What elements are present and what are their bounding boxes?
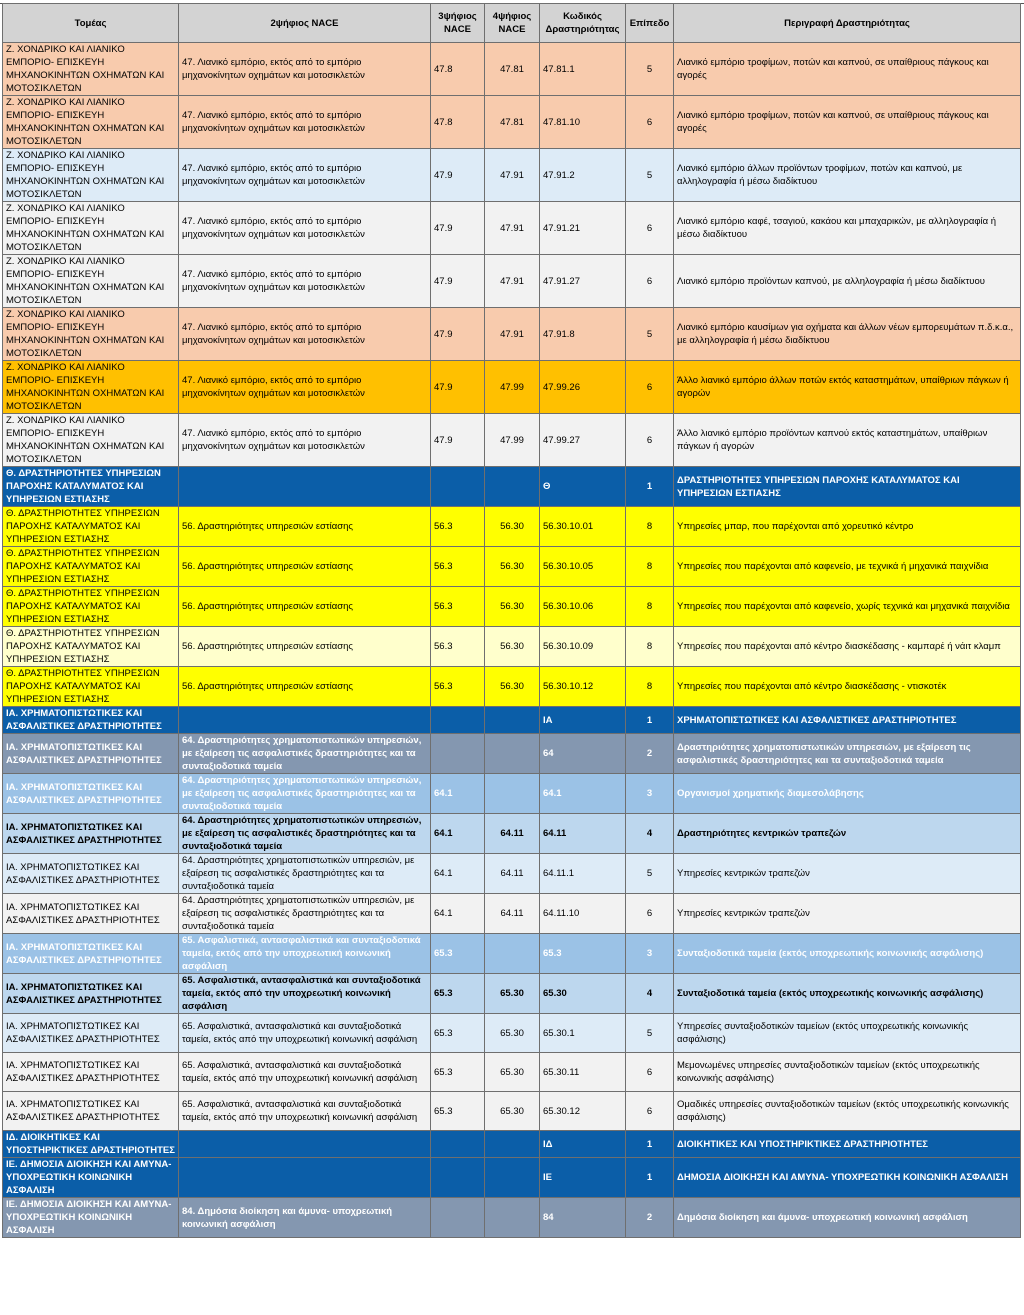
cell-activity-code[interactable]: 56.30.10.12 [540,667,626,707]
cell-nace-4digit[interactable] [485,1131,540,1158]
cell-sector[interactable]: Θ. ΔΡΑΣΤΗΡΙΟΤΗΤΕΣ ΥΠΗΡΕΣΙΩΝ ΠΑΡΟΧΗΣ ΚΑΤΑΛΥΜΑΤΟΣ ΚΑΙ ΥΠΗΡΕΣΙΩΝ ΕΣΤΙΑΣΗΣ [3,627,179,667]
cell-sector[interactable]: ΙΑ. ΧΡΗΜΑΤΟΠΙΣΤΩΤΙΚΕΣ ΚΑΙ ΑΣΦΑΛΙΣΤΙΚΕΣ ΔΡΑΣΤΗΡΙΟΤΗΤΕΣ [3,1014,179,1053]
cell-nace-3digit[interactable]: 65.3 [431,974,485,1014]
cell-sector[interactable]: ΙΑ. ΧΡΗΜΑΤΟΠΙΣΤΩΤΙΚΕΣ ΚΑΙ ΑΣΦΑΛΙΣΤΙΚΕΣ ΔΡΑΣΤΗΡΙΟΤΗΤΕΣ [3,1092,179,1131]
cell-level[interactable]: 4 [626,974,674,1014]
table-row [3,308,1021,361]
cell-nace-2digit[interactable]: 56. Δραστηριότητες υπηρεσιών εστίασης [179,627,431,667]
cell-nace-4digit[interactable]: 64.11 [485,814,540,854]
cell-level[interactable]: 5 [626,308,674,361]
cell-nace-4digit[interactable] [485,1198,540,1238]
cell-description[interactable]: Συνταξιοδοτικά ταμεία (εκτός υποχρεωτικής κοινωνικής ασφάλισης) [674,974,1021,1014]
cell-sector[interactable]: ΙΑ. ΧΡΗΜΑΤΟΠΙΣΤΩΤΙΚΕΣ ΚΑΙ ΑΣΦΑΛΙΣΤΙΚΕΣ ΔΡΑΣΤΗΡΙΟΤΗΤΕΣ [3,814,179,854]
cell-level[interactable]: 6 [626,894,674,934]
cell-description[interactable]: Λιανικό εμπόριο άλλων προϊόντων τροφίμων, ποτών και καπνού, με αλληλογραφία ή μέσω διαδίκτυου [674,149,1021,202]
cell-description[interactable]: Λιανικό εμπόριο καφέ, τσαγιού, κακάου και μπαχαρικών, με αλληλογραφία ή μέσω διαδίκτυου [674,202,1021,255]
cell-level[interactable]: 6 [626,1092,674,1131]
cell-activity-code[interactable]: 56.30.10.01 [540,507,626,547]
cell-description[interactable]: Οργανισμοί χρηματικής διαμεσολάβησης [674,774,1021,814]
cell-sector[interactable]: ΙΑ. ΧΡΗΜΑΤΟΠΙΣΤΩΤΙΚΕΣ ΚΑΙ ΑΣΦΑΛΙΣΤΙΚΕΣ ΔΡΑΣΤΗΡΙΟΤΗΤΕΣ [3,1053,179,1092]
table-row [3,507,1021,547]
cell-activity-code[interactable]: 47.91.21 [540,202,626,255]
table-row [3,814,1021,854]
cell-nace-2digit[interactable]: 64. Δραστηριότητες χρηματοπιστωτικών υπηρεσιών, με εξαίρεση τις ασφαλιστικές δραστηριότητες και τα συνταξιοδοτικά ταμεία [179,734,431,774]
header-activity-code[interactable]: Κωδικός Δραστηριότητας [540,4,626,43]
table-row [3,667,1021,707]
cell-description[interactable]: Συνταξιοδοτικά ταμεία (εκτός υποχρεωτικής κοινωνικής ασφάλισης) [674,934,1021,974]
cell-sector[interactable]: ΙΕ. ΔΗΜΟΣΙΑ ΔΙΟΙΚΗΣΗ ΚΑΙ ΑΜΥΝΑ- ΥΠΟΧΡΕΩΤΙΚΗ ΚΟΙΝΩΝΙΚΗ ΑΣΦΑΛΙΣΗ [3,1158,179,1198]
cell-nace-4digit[interactable] [485,467,540,507]
cell-activity-code[interactable]: 64.11.10 [540,894,626,934]
table-row [3,774,1021,814]
cell-sector[interactable]: Θ. ΔΡΑΣΤΗΡΙΟΤΗΤΕΣ ΥΠΗΡΕΣΙΩΝ ΠΑΡΟΧΗΣ ΚΑΤΑΛΥΜΑΤΟΣ ΚΑΙ ΥΠΗΡΕΣΙΩΝ ΕΣΤΙΑΣΗΣ [3,507,179,547]
cell-activity-code[interactable]: 47.99.27 [540,414,626,467]
cell-nace-2digit[interactable]: 56. Δραστηριότητες υπηρεσιών εστίασης [179,547,431,587]
cell-level[interactable]: 3 [626,934,674,974]
cell-level[interactable]: 8 [626,667,674,707]
cell-nace-4digit[interactable] [485,1158,540,1198]
cell-level[interactable]: 6 [626,255,674,308]
cell-nace-3digit[interactable]: 47.9 [431,202,485,255]
table-row [3,894,1021,934]
table-row [3,707,1021,734]
cell-nace-2digit[interactable] [179,707,431,734]
cell-sector[interactable]: Θ. ΔΡΑΣΤΗΡΙΟΤΗΤΕΣ ΥΠΗΡΕΣΙΩΝ ΠΑΡΟΧΗΣ ΚΑΤΑΛΥΜΑΤΟΣ ΚΑΙ ΥΠΗΡΕΣΙΩΝ ΕΣΤΙΑΣΗΣ [3,587,179,627]
nace-activity-table [2,3,1020,1238]
cell-sector[interactable]: Ζ. ΧΟΝΔΡΙΚΟ ΚΑΙ ΛΙΑΝΙΚΟ ΕΜΠΟΡΙΟ- ΕΠΙΣΚΕΥΗ ΜΗΧΑΝΟΚΙΝΗΤΩΝ ΟΧΗΜΑΤΩΝ ΚΑΙ ΜΟΤΟΣΙΚΛΕΤΩΝ [3,361,179,414]
cell-nace-3digit[interactable] [431,467,485,507]
table-row [3,854,1021,894]
cell-sector[interactable]: ΙΑ. ΧΡΗΜΑΤΟΠΙΣΤΩΤΙΚΕΣ ΚΑΙ ΑΣΦΑΛΙΣΤΙΚΕΣ ΔΡΑΣΤΗΡΙΟΤΗΤΕΣ [3,774,179,814]
cell-activity-code[interactable]: ΙΕ [540,1158,626,1198]
cell-nace-3digit[interactable]: 47.9 [431,308,485,361]
cell-activity-code[interactable]: 65.3 [540,934,626,974]
cell-description[interactable]: Ομαδικές υπηρεσίες συνταξιοδοτικών ταμείων (εκτός υποχρεωτικής κοινωνικής ασφάλισης) [674,1092,1021,1131]
cell-nace-4digit[interactable]: 56.30 [485,627,540,667]
cell-nace-3digit[interactable]: 56.3 [431,627,485,667]
table-header-row [3,4,1021,43]
cell-nace-3digit[interactable]: 65.3 [431,1053,485,1092]
cell-level[interactable]: 6 [626,202,674,255]
cell-sector[interactable]: Ζ. ΧΟΝΔΡΙΚΟ ΚΑΙ ΛΙΑΝΙΚΟ ΕΜΠΟΡΙΟ- ΕΠΙΣΚΕΥΗ ΜΗΧΑΝΟΚΙΝΗΤΩΝ ΟΧΗΜΑΤΩΝ ΚΑΙ ΜΟΤΟΣΙΚΛΕΤΩΝ [3,308,179,361]
cell-nace-2digit[interactable]: 65. Ασφαλιστικά, αντασφαλιστικά και συνταξιοδοτικά ταμεία, εκτός από την υποχρεωτική κοινωνική ασφάλιση [179,1092,431,1131]
cell-activity-code[interactable]: 65.30.12 [540,1092,626,1131]
cell-activity-code[interactable]: 64.11 [540,814,626,854]
cell-nace-2digit[interactable]: 65. Ασφαλιστικά, αντασφαλιστικά και συνταξιοδοτικά ταμεία, εκτός από την υποχρεωτική κοινωνική ασφάλιση [179,934,431,974]
cell-sector[interactable]: ΙΑ. ΧΡΗΜΑΤΟΠΙΣΤΩΤΙΚΕΣ ΚΑΙ ΑΣΦΑΛΙΣΤΙΚΕΣ ΔΡΑΣΤΗΡΙΟΤΗΤΕΣ [3,734,179,774]
cell-nace-3digit[interactable]: 64.1 [431,854,485,894]
cell-nace-3digit[interactable]: 64.1 [431,774,485,814]
cell-nace-3digit[interactable]: 65.3 [431,1014,485,1053]
cell-nace-4digit[interactable]: 64.11 [485,854,540,894]
cell-sector[interactable]: ΙΔ. ΔΙΟΙΚΗΤΙΚΕΣ ΚΑΙ ΥΠΟΣΤΗΡΙΚΤΙΚΕΣ ΔΡΑΣΤΗΡΙΟΤΗΤΕΣ [3,1131,179,1158]
cell-nace-3digit[interactable]: 56.3 [431,667,485,707]
header-description[interactable]: Περιγραφή Δραστηριότητας [674,4,1021,43]
cell-nace-2digit[interactable]: 47. Λιανικό εμπόριο, εκτός από το εμπόριο μηχανοκίνητων οχημάτων και μοτοσικλετών [179,308,431,361]
cell-nace-2digit[interactable] [179,1131,431,1158]
cell-activity-code[interactable]: ΙΔ [540,1131,626,1158]
cell-nace-2digit[interactable]: 64. Δραστηριότητες χρηματοπιστωτικών υπηρεσιών, με εξαίρεση τις ασφαλιστικές δραστηριότητες και τα συνταξιοδοτικά ταμεία [179,854,431,894]
cell-level[interactable]: 5 [626,149,674,202]
table-row [3,1198,1021,1238]
cell-description[interactable]: Λιανικό εμπόριο τροφίμων, ποτών και καπνού, σε υπαίθριους πάγκους και αγορές [674,43,1021,96]
cell-activity-code[interactable]: 65.30.11 [540,1053,626,1092]
cell-nace-3digit[interactable] [431,734,485,774]
cell-description[interactable]: Μεμονωμένες υπηρεσίες συνταξιοδοτικών ταμείων (εκτός υποχρεωτικής κοινωνικής ασφάλισης) [674,1053,1021,1092]
cell-nace-4digit[interactable]: 56.30 [485,587,540,627]
table-row [3,734,1021,774]
cell-nace-3digit[interactable]: 56.3 [431,547,485,587]
cell-sector[interactable]: Ζ. ΧΟΝΔΡΙΚΟ ΚΑΙ ΛΙΑΝΙΚΟ ΕΜΠΟΡΙΟ- ΕΠΙΣΚΕΥΗ ΜΗΧΑΝΟΚΙΝΗΤΩΝ ΟΧΗΜΑΤΩΝ ΚΑΙ ΜΟΤΟΣΙΚΛΕΤΩΝ [3,255,179,308]
cell-nace-4digit[interactable]: 56.30 [485,547,540,587]
cell-description[interactable]: Άλλο λιανικό εμπόριο άλλων ποτών εκτός καταστημάτων, υπαίθριων πάγκων ή αγορών [674,361,1021,414]
cell-nace-3digit[interactable]: 47.9 [431,149,485,202]
cell-description[interactable]: Λιανικό εμπόριο τροφίμων, ποτών και καπνού, σε υπαίθριους πάγκους και αγορές [674,96,1021,149]
cell-description[interactable]: Δημόσια διοίκηση και άμυνα- υποχρεωτική κοινωνική ασφάλιση [674,1198,1021,1238]
cell-sector[interactable]: ΙΑ. ΧΡΗΜΑΤΟΠΙΣΤΩΤΙΚΕΣ ΚΑΙ ΑΣΦΑΛΙΣΤΙΚΕΣ ΔΡΑΣΤΗΡΙΟΤΗΤΕΣ [3,974,179,1014]
cell-nace-3digit[interactable]: 65.3 [431,934,485,974]
table-row [3,467,1021,507]
cell-description[interactable]: Υπηρεσίες κεντρικών τραπεζών [674,854,1021,894]
cell-sector[interactable]: ΙΑ. ΧΡΗΜΑΤΟΠΙΣΤΩΤΙΚΕΣ ΚΑΙ ΑΣΦΑΛΙΣΤΙΚΕΣ ΔΡΑΣΤΗΡΙΟΤΗΤΕΣ [3,894,179,934]
table-row [3,974,1021,1014]
cell-level[interactable]: 1 [626,1158,674,1198]
cell-description[interactable]: Υπηρεσίες συνταξιοδοτικών ταμείων (εκτός υποχρεωτικής κοινωνικής ασφάλισης) [674,1014,1021,1053]
cell-activity-code[interactable]: 64.1 [540,774,626,814]
table-row [3,1014,1021,1053]
cell-nace-4digit[interactable]: 65.30 [485,1014,540,1053]
cell-activity-code[interactable]: 56.30.10.06 [540,587,626,627]
cell-activity-code[interactable]: 47.81.10 [540,96,626,149]
cell-nace-3digit[interactable]: 64.1 [431,814,485,854]
cell-nace-2digit[interactable] [179,1158,431,1198]
cell-sector[interactable]: Ζ. ΧΟΝΔΡΙΚΟ ΚΑΙ ΛΙΑΝΙΚΟ ΕΜΠΟΡΙΟ- ΕΠΙΣΚΕΥΗ ΜΗΧΑΝΟΚΙΝΗΤΩΝ ΟΧΗΜΑΤΩΝ ΚΑΙ ΜΟΤΟΣΙΚΛΕΤΩΝ [3,414,179,467]
cell-nace-3digit[interactable] [431,1198,485,1238]
cell-activity-code[interactable]: 84 [540,1198,626,1238]
cell-description[interactable]: Υπηρεσίες που παρέχονται από κέντρο διασκέδασης - καμπαρέ ή νάιτ κλαμπ [674,627,1021,667]
table-row [3,627,1021,667]
cell-nace-4digit[interactable]: 47.91 [485,149,540,202]
cell-activity-code[interactable]: 47.99.26 [540,361,626,414]
cell-nace-4digit[interactable]: 64.11 [485,894,540,934]
cell-nace-4digit[interactable]: 47.81 [485,43,540,96]
cell-nace-4digit[interactable] [485,707,540,734]
cell-description[interactable]: Υπηρεσίες που παρέχονται από καφενείο, χωρίς τεχνικά και μηχανικά παιχνίδια [674,587,1021,627]
cell-activity-code[interactable]: Θ [540,467,626,507]
cell-nace-2digit[interactable] [179,467,431,507]
cell-nace-4digit[interactable]: 65.30 [485,1053,540,1092]
cell-nace-3digit[interactable]: 64.1 [431,894,485,934]
cell-level[interactable]: 1 [626,1131,674,1158]
cell-nace-4digit[interactable]: 56.30 [485,667,540,707]
table-row [3,414,1021,467]
cell-level[interactable]: 8 [626,507,674,547]
cell-nace-4digit[interactable]: 47.99 [485,414,540,467]
table-row [3,934,1021,974]
cell-nace-4digit[interactable]: 56.30 [485,507,540,547]
table-row [3,1092,1021,1131]
cell-nace-2digit[interactable]: 56. Δραστηριότητες υπηρεσιών εστίασης [179,667,431,707]
cell-level[interactable]: 1 [626,467,674,507]
cell-activity-code[interactable]: 47.81.1 [540,43,626,96]
cell-nace-4digit[interactable]: 65.30 [485,1092,540,1131]
cell-nace-4digit[interactable] [485,734,540,774]
cell-nace-2digit[interactable]: 56. Δραστηριότητες υπηρεσιών εστίασης [179,587,431,627]
cell-level[interactable]: 6 [626,414,674,467]
cell-sector[interactable]: ΙΕ. ΔΗΜΟΣΙΑ ΔΙΟΙΚΗΣΗ ΚΑΙ ΑΜΥΝΑ- ΥΠΟΧΡΕΩΤΙΚΗ ΚΟΙΝΩΝΙΚΗ ΑΣΦΑΛΙΣΗ [3,1198,179,1238]
cell-level[interactable]: 6 [626,361,674,414]
cell-description[interactable]: Υπηρεσίες μπαρ, που παρέχονται από χορευτικό κέντρο [674,507,1021,547]
table-row [3,255,1021,308]
cell-activity-code[interactable]: 65.30 [540,974,626,1014]
cell-activity-code[interactable]: ΙΑ [540,707,626,734]
cell-level[interactable]: 4 [626,814,674,854]
cell-level[interactable]: 2 [626,1198,674,1238]
cell-nace-2digit[interactable]: 47. Λιανικό εμπόριο, εκτός από το εμπόριο μηχανοκίνητων οχημάτων και μοτοσικλετών [179,414,431,467]
cell-nace-2digit[interactable]: 47. Λιανικό εμπόριο, εκτός από το εμπόριο μηχανοκίνητων οχημάτων και μοτοσικλετών [179,202,431,255]
cell-nace-2digit[interactable]: 65. Ασφαλιστικά, αντασφαλιστικά και συνταξιοδοτικά ταμεία, εκτός από την υποχρεωτική κοινωνική ασφάλιση [179,1053,431,1092]
cell-nace-4digit[interactable]: 47.91 [485,255,540,308]
table-row [3,1053,1021,1092]
cell-level[interactable]: 5 [626,854,674,894]
table-row [3,1158,1021,1198]
table-row [3,361,1021,414]
cell-level[interactable]: 2 [626,734,674,774]
cell-sector[interactable]: ΙΑ. ΧΡΗΜΑΤΟΠΙΣΤΩΤΙΚΕΣ ΚΑΙ ΑΣΦΑΛΙΣΤΙΚΕΣ ΔΡΑΣΤΗΡΙΟΤΗΤΕΣ [3,854,179,894]
cell-sector[interactable]: Ζ. ΧΟΝΔΡΙΚΟ ΚΑΙ ΛΙΑΝΙΚΟ ΕΜΠΟΡΙΟ- ΕΠΙΣΚΕΥΗ ΜΗΧΑΝΟΚΙΝΗΤΩΝ ΟΧΗΜΑΤΩΝ ΚΑΙ ΜΟΤΟΣΙΚΛΕΤΩΝ [3,96,179,149]
cell-level[interactable]: 6 [626,1053,674,1092]
cell-nace-4digit[interactable]: 47.91 [485,308,540,361]
cell-sector[interactable]: Θ. ΔΡΑΣΤΗΡΙΟΤΗΤΕΣ ΥΠΗΡΕΣΙΩΝ ΠΑΡΟΧΗΣ ΚΑΤΑΛΥΜΑΤΟΣ ΚΑΙ ΥΠΗΡΕΣΙΩΝ ΕΣΤΙΑΣΗΣ [3,467,179,507]
cell-description[interactable]: Υπηρεσίες κεντρικών τραπεζών [674,894,1021,934]
cell-description[interactable]: Λιανικό εμπόριο προϊόντων καπνού, με αλληλογραφία ή μέσω διαδίκτυου [674,255,1021,308]
cell-sector[interactable]: Ζ. ΧΟΝΔΡΙΚΟ ΚΑΙ ΛΙΑΝΙΚΟ ΕΜΠΟΡΙΟ- ΕΠΙΣΚΕΥΗ ΜΗΧΑΝΟΚΙΝΗΤΩΝ ΟΧΗΜΑΤΩΝ ΚΑΙ ΜΟΤΟΣΙΚΛΕΤΩΝ [3,149,179,202]
cell-nace-2digit[interactable]: 47. Λιανικό εμπόριο, εκτός από το εμπόριο μηχανοκίνητων οχημάτων και μοτοσικλετών [179,96,431,149]
cell-nace-2digit[interactable]: 65. Ασφαλιστικά, αντασφαλιστικά και συνταξιοδοτικά ταμεία, εκτός από την υποχρεωτική κοινωνική ασφάλιση [179,974,431,1014]
cell-nace-3digit[interactable] [431,1131,485,1158]
cell-activity-code[interactable]: 64.11.1 [540,854,626,894]
cell-level[interactable]: 3 [626,774,674,814]
cell-nace-2digit[interactable]: 47. Λιανικό εμπόριο, εκτός από το εμπόριο μηχανοκίνητων οχημάτων και μοτοσικλετών [179,149,431,202]
cell-activity-code[interactable]: 47.91.2 [540,149,626,202]
cell-level[interactable]: 5 [626,1014,674,1053]
table-row [3,43,1021,96]
cell-description[interactable]: Υπηρεσίες που παρέχονται από καφενείο, με τεχνικά ή μηχανικά παιχνίδια [674,547,1021,587]
header-sector[interactable]: Τομέας [3,4,179,43]
cell-nace-4digit[interactable]: 47.99 [485,361,540,414]
table-row [3,96,1021,149]
table-body [3,43,1021,1238]
cell-description[interactable]: ΔΗΜΟΣΙΑ ΔΙΟΙΚΗΣΗ ΚΑΙ ΑΜΥΝΑ- ΥΠΟΧΡΕΩΤΙΚΗ ΚΟΙΝΩΝΙΚΗ ΑΣΦΑΛΙΣΗ [674,1158,1021,1198]
cell-nace-4digit[interactable]: 47.91 [485,202,540,255]
cell-nace-3digit[interactable]: 47.9 [431,255,485,308]
header-level[interactable]: Επίπεδο [626,4,674,43]
header-nace-3digit[interactable]: 3ψήφιος NACE [431,4,485,43]
cell-nace-2digit[interactable]: 84. Δημόσια διοίκηση και άμυνα- υποχρεωτική κοινωνική ασφάλιση [179,1198,431,1238]
cell-nace-2digit[interactable]: 65. Ασφαλιστικά, αντασφαλιστικά και συνταξιοδοτικά ταμεία, εκτός από την υποχρεωτική κοινωνική ασφάλιση [179,1014,431,1053]
cell-nace-3digit[interactable]: 56.3 [431,507,485,547]
cell-nace-2digit[interactable]: 47. Λιανικό εμπόριο, εκτός από το εμπόριο μηχανοκίνητων οχημάτων και μοτοσικλετών [179,255,431,308]
cell-description[interactable]: Δραστηριότητες κεντρικών τραπεζών [674,814,1021,854]
cell-description[interactable]: Δραστηριότητες χρηματοπιστωτικών υπηρεσιών, με εξαίρεση τις ασφαλιστικές δραστηριότητες και τα συνταξιοδοτικά ταμεία [674,734,1021,774]
cell-nace-2digit[interactable]: 64. Δραστηριότητες χρηματοπιστωτικών υπηρεσιών, με εξαίρεση τις ασφαλιστικές δραστηριότητες και τα συνταξιοδοτικά ταμεία [179,774,431,814]
cell-nace-3digit[interactable]: 56.3 [431,587,485,627]
table-row [3,587,1021,627]
cell-nace-3digit[interactable]: 47.8 [431,96,485,149]
cell-level[interactable]: 1 [626,707,674,734]
cell-nace-3digit[interactable]: 47.9 [431,414,485,467]
cell-activity-code[interactable]: 56.30.10.09 [540,627,626,667]
cell-sector[interactable]: Θ. ΔΡΑΣΤΗΡΙΟΤΗΤΕΣ ΥΠΗΡΕΣΙΩΝ ΠΑΡΟΧΗΣ ΚΑΤΑΛΥΜΑΤΟΣ ΚΑΙ ΥΠΗΡΕΣΙΩΝ ΕΣΤΙΑΣΗΣ [3,667,179,707]
header-nace-4digit[interactable]: 4ψήφιος NACE [485,4,540,43]
cell-nace-2digit[interactable]: 56. Δραστηριότητες υπηρεσιών εστίασης [179,507,431,547]
header-nace-2digit[interactable]: 2ψήφιος NACE [179,4,431,43]
cell-nace-3digit[interactable]: 47.9 [431,361,485,414]
table-row [3,547,1021,587]
cell-nace-2digit[interactable]: 47. Λιανικό εμπόριο, εκτός από το εμπόριο μηχανοκίνητων οχημάτων και μοτοσικλετών [179,361,431,414]
cell-level[interactable]: 8 [626,547,674,587]
cell-nace-4digit[interactable]: 47.81 [485,96,540,149]
cell-sector[interactable]: ΙΑ. ΧΡΗΜΑΤΟΠΙΣΤΩΤΙΚΕΣ ΚΑΙ ΑΣΦΑΛΙΣΤΙΚΕΣ ΔΡΑΣΤΗΡΙΟΤΗΤΕΣ [3,707,179,734]
cell-nace-4digit[interactable] [485,934,540,974]
cell-activity-code[interactable]: 56.30.10.05 [540,547,626,587]
cell-level[interactable]: 8 [626,587,674,627]
cell-nace-3digit[interactable]: 47.8 [431,43,485,96]
activity-table [2,3,1021,1238]
cell-sector[interactable]: ΙΑ. ΧΡΗΜΑΤΟΠΙΣΤΩΤΙΚΕΣ ΚΑΙ ΑΣΦΑΛΙΣΤΙΚΕΣ ΔΡΑΣΤΗΡΙΟΤΗΤΕΣ [3,934,179,974]
cell-nace-3digit[interactable] [431,1158,485,1198]
cell-sector[interactable]: Ζ. ΧΟΝΔΡΙΚΟ ΚΑΙ ΛΙΑΝΙΚΟ ΕΜΠΟΡΙΟ- ΕΠΙΣΚΕΥΗ ΜΗΧΑΝΟΚΙΝΗΤΩΝ ΟΧΗΜΑΤΩΝ ΚΑΙ ΜΟΤΟΣΙΚΛΕΤΩΝ [3,43,179,96]
cell-sector[interactable]: Θ. ΔΡΑΣΤΗΡΙΟΤΗΤΕΣ ΥΠΗΡΕΣΙΩΝ ΠΑΡΟΧΗΣ ΚΑΤΑΛΥΜΑΤΟΣ ΚΑΙ ΥΠΗΡΕΣΙΩΝ ΕΣΤΙΑΣΗΣ [3,547,179,587]
cell-level[interactable]: 8 [626,627,674,667]
table-row [3,1131,1021,1158]
cell-nace-4digit[interactable] [485,774,540,814]
cell-sector[interactable]: Ζ. ΧΟΝΔΡΙΚΟ ΚΑΙ ΛΙΑΝΙΚΟ ΕΜΠΟΡΙΟ- ΕΠΙΣΚΕΥΗ ΜΗΧΑΝΟΚΙΝΗΤΩΝ ΟΧΗΜΑΤΩΝ ΚΑΙ ΜΟΤΟΣΙΚΛΕΤΩΝ [3,202,179,255]
cell-level[interactable]: 5 [626,43,674,96]
table-row [3,202,1021,255]
cell-nace-4digit[interactable]: 65.30 [485,974,540,1014]
cell-description[interactable]: Λιανικό εμπόριο καυσίμων για οχήματα και άλλων νέων εμπορευμάτων π.δ.κ.α., με αλληλογραφία ή μέσω διαδίκτυου [674,308,1021,361]
cell-activity-code[interactable]: 47.91.8 [540,308,626,361]
cell-description[interactable]: Υπηρεσίες που παρέχονται από κέντρο διασκέδασης - ντισκοτέκ [674,667,1021,707]
cell-level[interactable]: 6 [626,96,674,149]
cell-description[interactable]: ΔΡΑΣΤΗΡΙΟΤΗΤΕΣ ΥΠΗΡΕΣΙΩΝ ΠΑΡΟΧΗΣ ΚΑΤΑΛΥΜΑΤΟΣ ΚΑΙ ΥΠΗΡΕΣΙΩΝ ΕΣΤΙΑΣΗΣ [674,467,1021,507]
cell-activity-code[interactable]: 47.91.27 [540,255,626,308]
cell-description[interactable]: Άλλο λιανικό εμπόριο προϊόντων καπνού εκτός καταστημάτων, υπαίθριων πάγκων ή αγορών [674,414,1021,467]
cell-description[interactable]: ΧΡΗΜΑΤΟΠΙΣΤΩΤΙΚΕΣ ΚΑΙ ΑΣΦΑΛΙΣΤΙΚΕΣ ΔΡΑΣΤΗΡΙΟΤΗΤΕΣ [674,707,1021,734]
cell-activity-code[interactable]: 65.30.1 [540,1014,626,1053]
cell-nace-3digit[interactable]: 65.3 [431,1092,485,1131]
cell-description[interactable]: ΔΙΟΙΚΗΤΙΚΕΣ ΚΑΙ ΥΠΟΣΤΗΡΙΚΤΙΚΕΣ ΔΡΑΣΤΗΡΙΟΤΗΤΕΣ [674,1131,1021,1158]
cell-nace-2digit[interactable]: 47. Λιανικό εμπόριο, εκτός από το εμπόριο μηχανοκίνητων οχημάτων και μοτοσικλετών [179,43,431,96]
cell-nace-2digit[interactable]: 64. Δραστηριότητες χρηματοπιστωτικών υπηρεσιών, με εξαίρεση τις ασφαλιστικές δραστηριότητες και τα συνταξιοδοτικά ταμεία [179,894,431,934]
cell-activity-code[interactable]: 64 [540,734,626,774]
cell-nace-3digit[interactable] [431,707,485,734]
cell-nace-2digit[interactable]: 64. Δραστηριότητες χρηματοπιστωτικών υπηρεσιών, με εξαίρεση τις ασφαλιστικές δραστηριότητες και τα συνταξιοδοτικά ταμεία [179,814,431,854]
table-row [3,149,1021,202]
